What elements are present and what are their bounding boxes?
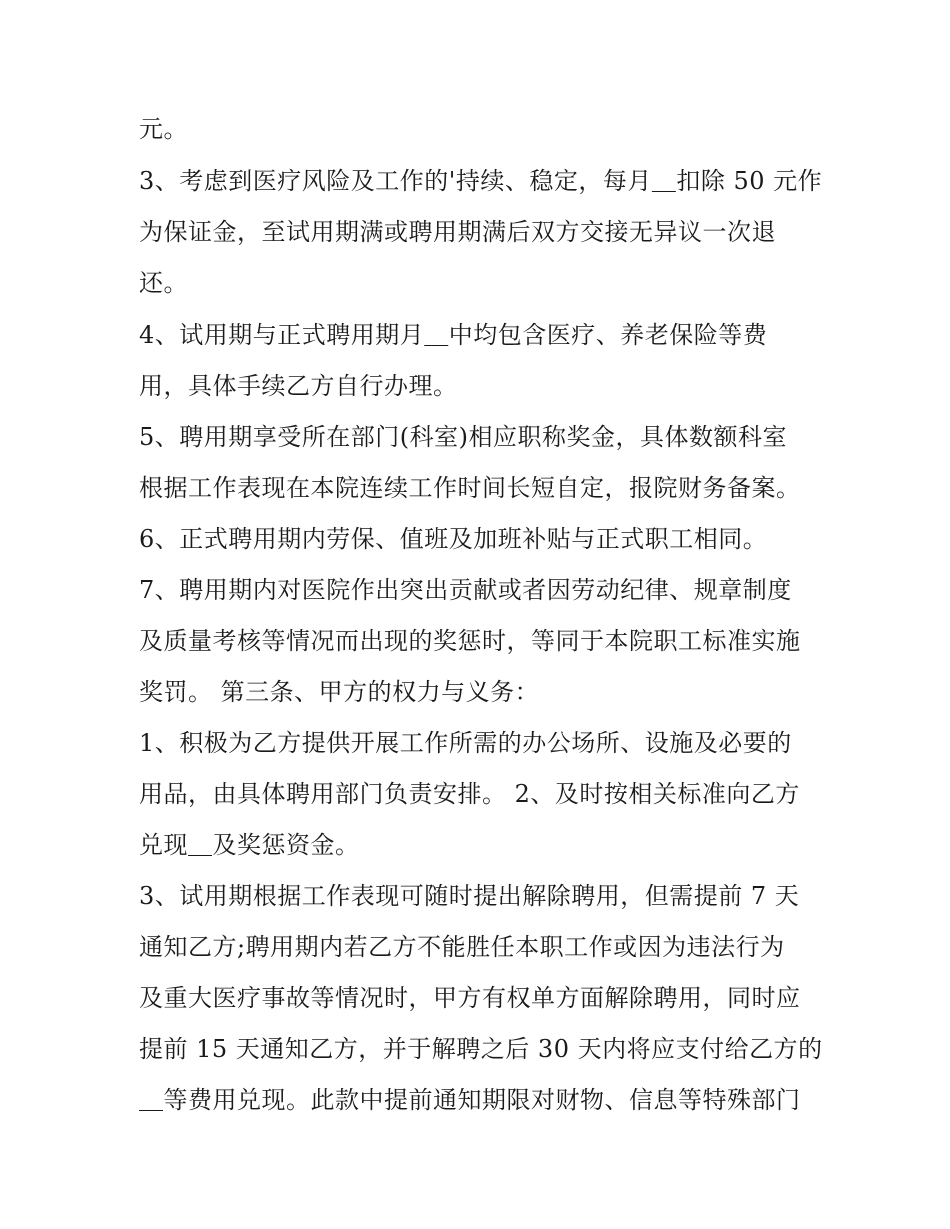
text-line: 用，具体手续乙方自行办理。 <box>139 372 458 400</box>
text-line: 还。 <box>139 269 188 297</box>
text-line: ＿等费用兑现。此款中提前通知期限对财物、信息等特殊部门 <box>139 1086 801 1114</box>
text-line: 通知乙方;聘用期内若乙方不能胜任本职工作或因为违法行为 <box>139 933 785 961</box>
text-line: 3、试用期根据工作表现可随时提出解除聘用，但需提前 7 天 <box>139 882 800 910</box>
text-line: 奖罚。 第三条、甲方的权力与义务： <box>139 678 540 706</box>
text-line: 3、考虑到医疗风险及工作的'持续、稳定，每月＿扣除 50 元作 <box>139 167 823 195</box>
text-line: 7、聘用期内对医院作出突出贡献或者因劳动纪律、规章制度 <box>139 576 792 604</box>
text-line: 及重大医疗事故等情况时，甲方有权单方面解除聘用，同时应 <box>139 984 801 1012</box>
text-line: 1、积极为乙方提供开展工作所需的办公场所、设施及必要的 <box>139 729 792 757</box>
text-line: 用品，由具体聘用部门负责安排。 2、及时按相关标准向乙方 <box>139 780 800 808</box>
text-line: 4、试用期与正式聘用期月＿中均包含医疗、养老保险等费 <box>139 321 768 349</box>
text-line: 提前 15 天通知乙方，并于解聘之后 30 天内将应支付给乙方的 <box>139 1035 823 1063</box>
text-line: 为保证金，至试用期满或聘用期满后双方交接无异议一次退 <box>139 218 776 246</box>
text-line: 6、正式聘用期内劳保、值班及加班补贴与正式职工相同。 <box>139 525 768 553</box>
text-line: 5、聘用期享受所在部门(科室)相应职称奖金，具体数额科室 <box>139 423 787 451</box>
text-line: 及质量考核等情况而出现的奖惩时，等同于本院职工标准实施 <box>139 627 801 655</box>
text-line: 元。 <box>139 115 188 143</box>
text-line: 兑现＿及奖惩资金。 <box>139 831 360 859</box>
text-line: 根据工作表现在本院连续工作时间长短自定，报院财务备案。 <box>139 474 801 502</box>
